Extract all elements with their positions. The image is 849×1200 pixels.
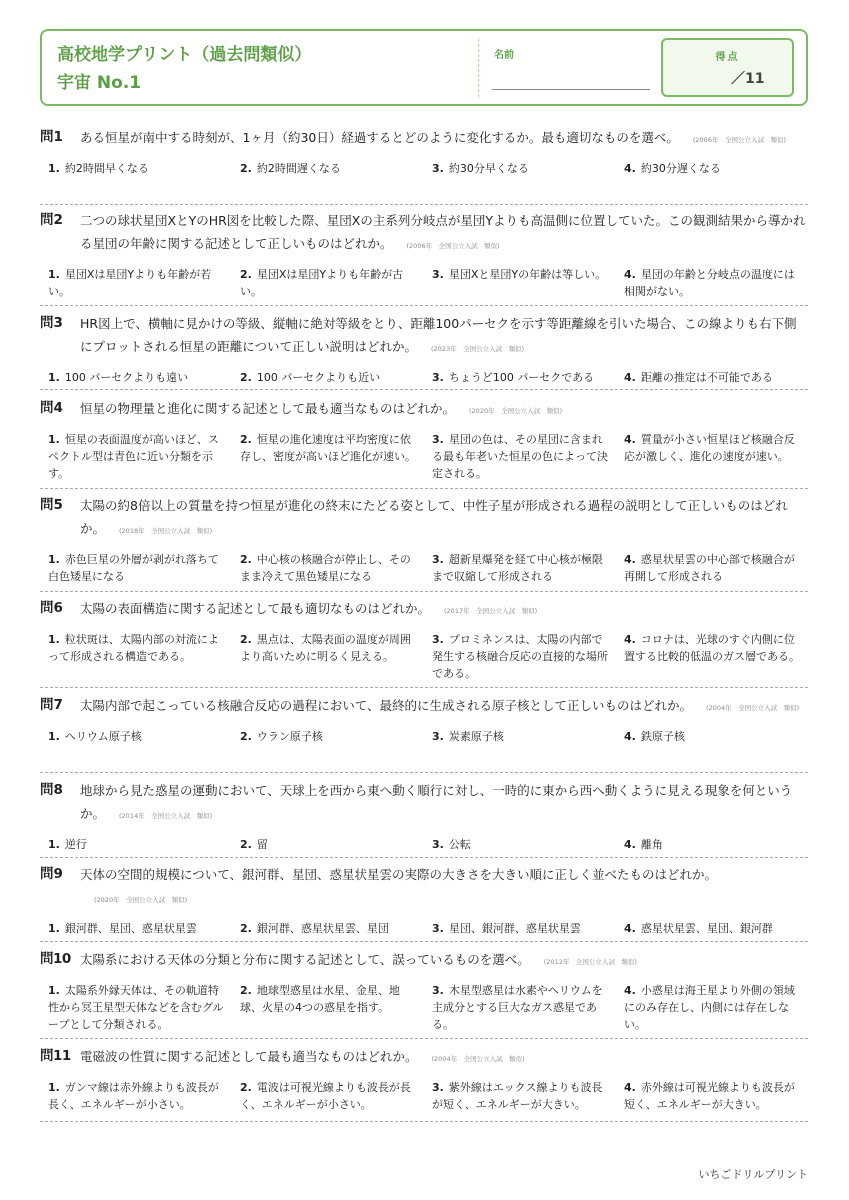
choice-number: 1. bbox=[48, 984, 60, 997]
question-header bbox=[40, 597, 808, 623]
question-source: (2004年 全国公立入試 類似) bbox=[431, 1055, 525, 1063]
choice-text: 留 bbox=[256, 838, 268, 851]
question-source: (2006年 全国公立入試 類似) bbox=[406, 242, 500, 250]
choice-text: 中心核の核融合が停止し、そのまま冷えて黒色矮星になる bbox=[240, 553, 411, 583]
choice-text: 約30分早くなる bbox=[448, 162, 529, 175]
choice-number: 1. bbox=[48, 371, 60, 384]
choice-text: 黒点は、太陽表面の温度が周囲より高いために明るく見える。 bbox=[240, 633, 411, 663]
choice-text: 銀河群、惑星状星雲、星団 bbox=[256, 922, 389, 935]
choice-text: 鉄原子核 bbox=[640, 730, 685, 743]
question-11 bbox=[40, 1045, 808, 1119]
choice-3[interactable] bbox=[432, 631, 612, 682]
title-line-2: 宇宙 No.1 bbox=[57, 73, 142, 93]
choice-number: 2. bbox=[240, 371, 252, 384]
choice-number: 2. bbox=[240, 268, 252, 281]
choice-4[interactable] bbox=[624, 631, 804, 665]
choice-number: 1. bbox=[48, 553, 60, 566]
choice-number: 1. bbox=[48, 433, 60, 446]
question-header bbox=[40, 209, 808, 258]
question-number: 問5 bbox=[40, 497, 63, 513]
question-separator bbox=[40, 305, 808, 306]
choices bbox=[40, 1079, 808, 1119]
question-separator bbox=[40, 204, 808, 205]
choice-text: 星団Xは星団Yよりも年齢が若い。 bbox=[48, 268, 212, 298]
choices bbox=[40, 920, 808, 940]
choice-text: 赤外線は可視光線よりも波長が短く、エネルギーが大きい。 bbox=[624, 1081, 795, 1111]
choice-text: 逆行 bbox=[64, 838, 87, 851]
question-header bbox=[40, 694, 808, 720]
choice-4[interactable] bbox=[624, 369, 804, 386]
choice-number: 2. bbox=[240, 1081, 252, 1094]
choice-3[interactable] bbox=[432, 369, 612, 386]
choice-number: 3. bbox=[432, 633, 444, 646]
question-8 bbox=[40, 779, 808, 856]
question-4 bbox=[40, 397, 808, 487]
choice-4[interactable] bbox=[624, 728, 804, 745]
score-total: ／11 bbox=[731, 71, 765, 87]
choices bbox=[40, 369, 808, 389]
question-separator bbox=[40, 941, 808, 942]
choice-2[interactable] bbox=[240, 920, 420, 937]
choice-4[interactable] bbox=[624, 551, 804, 585]
question-number: 問2 bbox=[40, 212, 63, 228]
choices bbox=[40, 982, 808, 1038]
choice-number: 2. bbox=[240, 433, 252, 446]
choice-number: 4. bbox=[624, 730, 636, 743]
choice-text: コロナは、光球のすぐ内側に位置する比較的低温のガス層である。 bbox=[624, 633, 800, 663]
question-source: (2023年 全国公立入試 類似) bbox=[431, 345, 525, 353]
question-5 bbox=[40, 494, 808, 591]
question-separator bbox=[40, 1038, 808, 1039]
question-text: ある恒星が南中する時刻が、1ヶ月（約30日）経過するとどのように変化するか。最も適切なものを選べ。 bbox=[80, 130, 679, 145]
question-7 bbox=[40, 694, 808, 748]
choice-text: 恒星の進化速度は平均密度に依存し、密度が高いほど進化が速い。 bbox=[240, 433, 416, 463]
question-text: 太陽系における天体の分類と分布に関する記述として、誤っているものを選べ。 bbox=[80, 952, 530, 967]
question-text: 太陽内部で起こっている核融合反応の過程において、最終的に生成される原子核として正しいものはどれか。 bbox=[80, 698, 693, 713]
question-separator bbox=[40, 772, 808, 773]
choice-text: 星団、銀河群、惑星状星雲 bbox=[448, 922, 581, 935]
question-source: (2004年 全国公立入試 類似) bbox=[706, 704, 800, 712]
choice-number: 4. bbox=[624, 268, 636, 281]
choice-3[interactable] bbox=[432, 728, 612, 745]
choice-number: 2. bbox=[240, 922, 252, 935]
question-header bbox=[40, 312, 808, 361]
choice-text: プロミネンスは、太陽の内部で発生する核融合反応の直接的な場所である。 bbox=[432, 633, 608, 680]
choice-number: 3. bbox=[432, 433, 444, 446]
choice-number: 2. bbox=[240, 838, 252, 851]
choice-number: 3. bbox=[432, 371, 444, 384]
choice-text: 惑星状星雲の中心部で核融合が再開して形成される bbox=[624, 553, 795, 583]
question-9 bbox=[40, 863, 808, 940]
choice-text: 木星型惑星は水素やヘリウムを主成分とする巨大なガス惑星である。 bbox=[432, 984, 603, 1031]
choice-text: ちょうど100 パーセクである bbox=[448, 371, 595, 384]
choice-number: 3. bbox=[432, 1081, 444, 1094]
choice-3[interactable] bbox=[432, 431, 612, 482]
question-number: 問3 bbox=[40, 315, 63, 331]
choice-2[interactable] bbox=[240, 836, 420, 853]
question-separator bbox=[40, 389, 808, 390]
choice-number: 1. bbox=[48, 162, 60, 175]
choice-1[interactable] bbox=[48, 631, 228, 665]
question-number: 問7 bbox=[40, 697, 63, 713]
choices bbox=[40, 551, 808, 591]
choice-number: 2. bbox=[240, 553, 252, 566]
choice-text: 距離の推定は不可能である bbox=[640, 371, 773, 384]
choice-2[interactable] bbox=[240, 631, 420, 665]
choice-number: 1. bbox=[48, 730, 60, 743]
choice-4[interactable] bbox=[624, 1079, 804, 1113]
worksheet-title bbox=[57, 41, 311, 97]
question-text: 電磁波の性質に関する記述として最も適当なものはどれか。 bbox=[80, 1049, 418, 1064]
title-line-1: 高校地学プリント（過去問類似） bbox=[57, 45, 312, 65]
question-separator bbox=[40, 1121, 808, 1122]
choice-number: 3. bbox=[432, 838, 444, 851]
choice-text: 100 パーセクよりも近い bbox=[256, 371, 381, 384]
footer-brand: いちごドリルプリント bbox=[698, 1168, 808, 1181]
question-number: 問6 bbox=[40, 600, 63, 616]
choice-1[interactable] bbox=[48, 836, 228, 853]
question-source: (2006年 全国公立入試 類似) bbox=[692, 136, 786, 144]
choice-text: 星団Xと星団Yの年齢は等しい。 bbox=[448, 268, 607, 281]
choice-1[interactable] bbox=[48, 160, 228, 177]
question-source: (2018年 全国公立入試 類似) bbox=[119, 527, 213, 535]
question-2 bbox=[40, 209, 808, 306]
choice-number: 4. bbox=[624, 922, 636, 935]
choice-3[interactable] bbox=[432, 982, 612, 1033]
choice-4[interactable] bbox=[624, 160, 804, 177]
choice-2[interactable] bbox=[240, 1079, 420, 1113]
choice-1[interactable] bbox=[48, 369, 228, 386]
choices bbox=[40, 266, 808, 306]
choice-number: 4. bbox=[624, 633, 636, 646]
question-number: 問1 bbox=[40, 129, 63, 145]
choice-text: 粒状斑は、太陽内部の対流によって形成される構造である。 bbox=[48, 633, 219, 663]
question-header bbox=[40, 397, 808, 423]
question-number: 問11 bbox=[40, 1048, 71, 1064]
choice-number: 2. bbox=[240, 162, 252, 175]
choice-text: 地球型惑星は水星、金星、地球、火星の4つの惑星を指す。 bbox=[240, 984, 400, 1014]
question-text: HR図上で、横軸に見かけの等級、縦軸に絶対等級をとり、距離100パーセクを示す等距離線を引いた場合、この線よりも右下側にプロットされる恒星の距離について正しい説明はどれか。 bbox=[80, 316, 797, 354]
question-text: 恒星の物理量と進化に関する記述として最も適当なものはどれか。 bbox=[80, 401, 456, 416]
choice-text: 炭素原子核 bbox=[448, 730, 504, 743]
choice-1[interactable] bbox=[48, 266, 228, 300]
question-1 bbox=[40, 126, 808, 180]
choice-4[interactable] bbox=[624, 431, 804, 465]
choice-text: 銀河群、星団、惑星状星雲 bbox=[64, 922, 197, 935]
choice-2[interactable] bbox=[240, 266, 420, 300]
choice-1[interactable] bbox=[48, 431, 228, 482]
choice-number: 4. bbox=[624, 553, 636, 566]
worksheet-header bbox=[40, 29, 808, 106]
choice-number: 1. bbox=[48, 633, 60, 646]
choice-number: 4. bbox=[624, 838, 636, 851]
choice-text: 紫外線はエックス線よりも波長が短く、エネルギーが大きい。 bbox=[432, 1081, 603, 1111]
choice-1[interactable] bbox=[48, 551, 228, 585]
choice-1[interactable] bbox=[48, 982, 228, 1033]
choice-2[interactable] bbox=[240, 431, 420, 465]
choice-4[interactable] bbox=[624, 266, 804, 300]
question-source: (2012年 全国公立入試 類似) bbox=[543, 958, 637, 966]
choice-text: 超新星爆発を経て中心核が極限まで収縮して形成される bbox=[432, 553, 603, 583]
choice-1[interactable] bbox=[48, 1079, 228, 1113]
question-3 bbox=[40, 312, 808, 389]
question-source: (2014年 全国公立入試 類似) bbox=[119, 812, 213, 820]
question-number: 問9 bbox=[40, 866, 63, 882]
choice-text: 約2時間早くなる bbox=[64, 162, 149, 175]
choice-text: ガンマ線は赤外線よりも波長が長く、エネルギーが小さい。 bbox=[48, 1081, 219, 1111]
choices bbox=[40, 431, 808, 487]
question-header bbox=[40, 494, 808, 543]
choice-2[interactable] bbox=[240, 551, 420, 585]
question-header bbox=[40, 863, 808, 912]
choice-2[interactable] bbox=[240, 369, 420, 386]
choice-text: 約30分遅くなる bbox=[640, 162, 721, 175]
choice-text: 電波は可視光線よりも波長が長く、エネルギーが小さい。 bbox=[240, 1081, 411, 1111]
choice-2[interactable] bbox=[240, 160, 420, 177]
question-number: 問4 bbox=[40, 400, 63, 416]
choice-number: 3. bbox=[432, 553, 444, 566]
question-number: 問8 bbox=[40, 782, 63, 798]
choice-text: 約2時間遅くなる bbox=[256, 162, 341, 175]
question-text: 太陽の約8倍以上の質量を持つ恒星が進化の終末にたどる姿として、中性子星が形成される過程の説明として正しいものはどれか。 bbox=[80, 498, 788, 536]
choice-text: 星団の年齢と分岐点の温度には相関がない。 bbox=[624, 268, 795, 298]
choice-text: 離角 bbox=[640, 838, 663, 851]
question-header bbox=[40, 779, 808, 828]
question-10 bbox=[40, 948, 808, 1038]
question-header bbox=[40, 948, 808, 974]
score-box bbox=[661, 38, 794, 97]
choice-text: 公転 bbox=[448, 838, 471, 851]
choice-number: 1. bbox=[48, 838, 60, 851]
choice-3[interactable] bbox=[432, 1079, 612, 1113]
choice-text: 赤色巨星の外層が剥がれ落ちて白色矮星になる bbox=[48, 553, 219, 583]
choice-text: 小惑星は海王星より外側の領域にのみ存在し、内側には存在しない。 bbox=[624, 984, 795, 1031]
choice-number: 3. bbox=[432, 162, 444, 175]
choice-text: ウラン原子核 bbox=[256, 730, 323, 743]
header-divider bbox=[478, 39, 479, 97]
choice-1[interactable] bbox=[48, 728, 228, 745]
choice-number: 1. bbox=[48, 268, 60, 281]
question-separator bbox=[40, 591, 808, 592]
choice-text: 100 パーセクよりも遠い bbox=[64, 371, 189, 384]
question-separator bbox=[40, 857, 808, 858]
choice-number: 4. bbox=[624, 984, 636, 997]
name-field-line[interactable] bbox=[492, 89, 650, 90]
name-label: 名前 bbox=[494, 50, 514, 61]
choices bbox=[40, 631, 808, 687]
choice-number: 4. bbox=[624, 371, 636, 384]
choice-3[interactable] bbox=[432, 836, 612, 853]
choices bbox=[40, 160, 808, 180]
choice-text: 惑星状星雲、星団、銀河群 bbox=[640, 922, 773, 935]
question-6 bbox=[40, 597, 808, 687]
choice-3[interactable] bbox=[432, 551, 612, 585]
question-separator bbox=[40, 687, 808, 688]
question-source: (2020年 全国公立入試 類似) bbox=[469, 407, 563, 415]
choice-number: 2. bbox=[240, 730, 252, 743]
choice-1[interactable] bbox=[48, 920, 228, 937]
choice-3[interactable] bbox=[432, 920, 612, 937]
choice-number: 1. bbox=[48, 1081, 60, 1094]
choice-number: 3. bbox=[432, 730, 444, 743]
choice-number: 4. bbox=[624, 162, 636, 175]
question-source: (2020年 全国公立入試 類似) bbox=[94, 896, 188, 904]
question-header bbox=[40, 126, 808, 152]
choice-number: 3. bbox=[432, 268, 444, 281]
choice-text: ヘリウム原子核 bbox=[64, 730, 142, 743]
choice-number: 4. bbox=[624, 433, 636, 446]
choices bbox=[40, 728, 808, 748]
choices bbox=[40, 836, 808, 856]
question-number: 問10 bbox=[40, 951, 71, 967]
choice-text: 恒星の表面温度が高いほど、スペクトル型は青色に近い分類を示す。 bbox=[48, 433, 219, 480]
choice-4[interactable] bbox=[624, 982, 804, 1033]
question-text: 天体の空間的規模について、銀河群、星団、惑星状星雲の実際の大きさを大きい順に正しく並べたものはどれか。 bbox=[80, 867, 718, 882]
choice-2[interactable] bbox=[240, 728, 420, 745]
choice-number: 2. bbox=[240, 984, 252, 997]
choice-4[interactable] bbox=[624, 920, 804, 937]
choice-number: 4. bbox=[624, 1081, 636, 1094]
choice-number: 3. bbox=[432, 922, 444, 935]
choice-text: 太陽系外縁天体は、その軌道特性から冥王星型天体などを含むグループとして分類される。 bbox=[48, 984, 224, 1031]
score-label: 得点 bbox=[715, 52, 740, 63]
choice-3[interactable] bbox=[432, 266, 612, 283]
choice-2[interactable] bbox=[240, 982, 420, 1016]
question-header bbox=[40, 1045, 808, 1071]
choice-text: 星団Xは星団Yよりも年齢が古い。 bbox=[240, 268, 404, 298]
question-text: 二つの球状星団XとYのHR図を比較した際、星団Xの主系列分岐点が星団Yよりも高温側に位置していた。この観測結果から導かれる星団の年齢に関する記述として正しいものはどれか。 bbox=[80, 213, 806, 251]
question-text: 太陽の表面構造に関する記述として最も適切なものはどれか。 bbox=[80, 601, 431, 616]
choice-text: 質量が小さい恒星ほど核融合反応が激しく、進化の速度が速い。 bbox=[624, 433, 795, 463]
question-source: (2017年 全国公立入試 類似) bbox=[444, 607, 538, 615]
choice-3[interactable] bbox=[432, 160, 612, 177]
question-separator bbox=[40, 488, 808, 489]
choice-text: 星団の色は、その星団に含まれる最も年老いた恒星の色によって決定される。 bbox=[432, 433, 608, 480]
choice-number: 2. bbox=[240, 633, 252, 646]
question-text: 地球から見た惑星の運動において、天球上を西から東へ動く順行に対し、一時的に東から西へ動くように見える現象を何というか。 bbox=[80, 783, 793, 821]
choice-4[interactable] bbox=[624, 836, 804, 853]
choice-number: 3. bbox=[432, 984, 444, 997]
choice-number: 1. bbox=[48, 922, 60, 935]
